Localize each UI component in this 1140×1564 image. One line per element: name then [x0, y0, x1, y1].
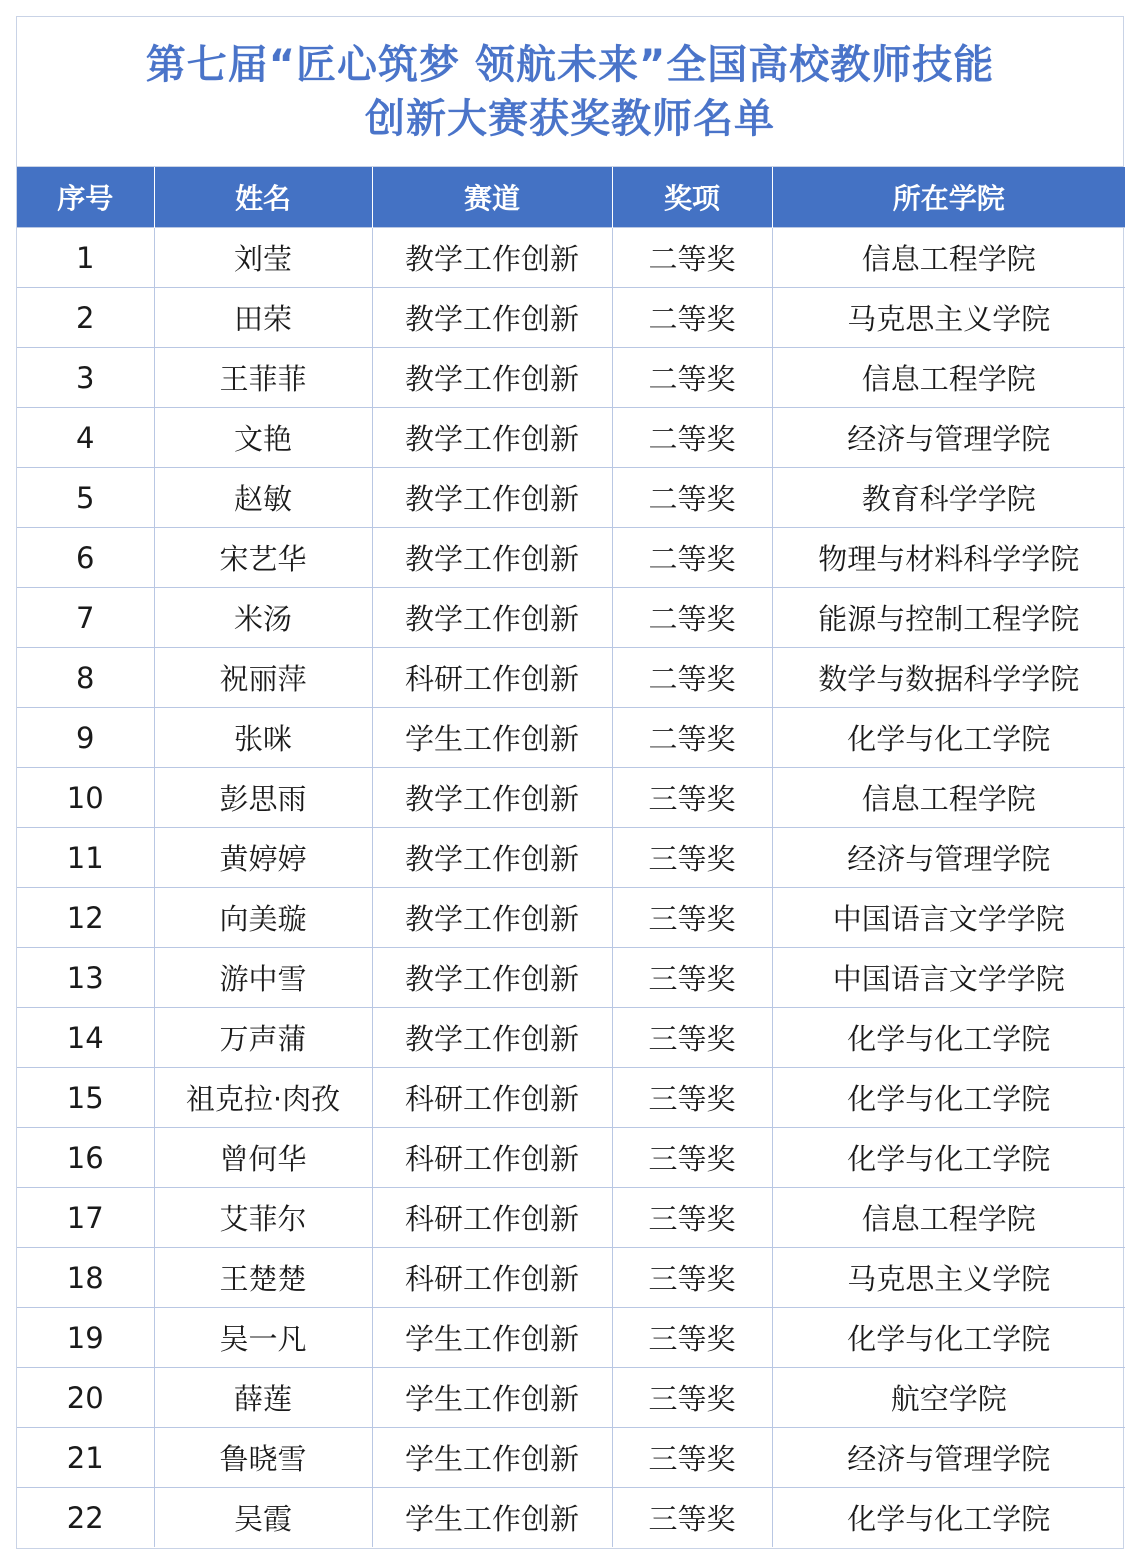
cell-award: 三等奖: [612, 1188, 772, 1248]
cell-index: 18: [17, 1248, 154, 1308]
cell-index: 21: [17, 1428, 154, 1488]
cell-track: 科研工作创新: [372, 1188, 612, 1248]
cell-award: 三等奖: [612, 828, 772, 888]
cell-index: 4: [17, 408, 154, 468]
cell-college: 中国语言文学学院: [772, 888, 1125, 948]
cell-name: 刘莹: [154, 228, 372, 288]
cell-index: 10: [17, 768, 154, 828]
cell-track: 教学工作创新: [372, 408, 612, 468]
table-row: [17, 348, 1125, 408]
cell-college: 经济与管理学院: [772, 1428, 1125, 1488]
table-row: [17, 1308, 1125, 1368]
table-row: [17, 888, 1125, 948]
cell-index: 20: [17, 1368, 154, 1428]
cell-index: 15: [17, 1068, 154, 1128]
cell-name: 田荣: [154, 288, 372, 348]
cell-index: 7: [17, 588, 154, 648]
cell-name: 吴一凡: [154, 1308, 372, 1368]
cell-award: 三等奖: [612, 1488, 772, 1548]
cell-college: 信息工程学院: [772, 228, 1125, 288]
cell-award: 三等奖: [612, 1008, 772, 1068]
cell-college: 化学与化工学院: [772, 1488, 1125, 1548]
cell-award: 二等奖: [612, 288, 772, 348]
cell-track: 教学工作创新: [372, 288, 612, 348]
cell-college: 马克思主义学院: [772, 288, 1125, 348]
cell-name: 张咪: [154, 708, 372, 768]
cell-award: 二等奖: [612, 648, 772, 708]
cell-name: 曾何华: [154, 1128, 372, 1188]
cell-award: 二等奖: [612, 348, 772, 408]
cell-track: 科研工作创新: [372, 648, 612, 708]
cell-award: 三等奖: [612, 1068, 772, 1128]
cell-name: 赵敏: [154, 468, 372, 528]
cell-index: 11: [17, 828, 154, 888]
cell-college: 航空学院: [772, 1368, 1125, 1428]
cell-award: 三等奖: [612, 1428, 772, 1488]
cell-track: 教学工作创新: [372, 948, 612, 1008]
table-row: [17, 648, 1125, 708]
cell-index: 9: [17, 708, 154, 768]
cell-college: 化学与化工学院: [772, 1068, 1125, 1128]
cell-name: 王菲菲: [154, 348, 372, 408]
table-body: [17, 228, 1125, 1548]
cell-name: 万声蒲: [154, 1008, 372, 1068]
cell-award: 二等奖: [612, 408, 772, 468]
cell-name: 薛莲: [154, 1368, 372, 1428]
cell-college: 化学与化工学院: [772, 708, 1125, 768]
cell-index: 6: [17, 528, 154, 588]
cell-college: 信息工程学院: [772, 348, 1125, 408]
cell-track: 学生工作创新: [372, 1428, 612, 1488]
cell-award: 三等奖: [612, 1368, 772, 1428]
title-block: [17, 17, 1123, 167]
column-header-name: 姓名: [154, 167, 372, 228]
cell-award: 二等奖: [612, 708, 772, 768]
cell-track: 教学工作创新: [372, 348, 612, 408]
cell-index: 19: [17, 1308, 154, 1368]
cell-college: 中国语言文学学院: [772, 948, 1125, 1008]
cell-track: 科研工作创新: [372, 1128, 612, 1188]
cell-name: 游中雪: [154, 948, 372, 1008]
table-row: [17, 1428, 1125, 1488]
table-row: [17, 1188, 1125, 1248]
cell-index: 3: [17, 348, 154, 408]
cell-index: 2: [17, 288, 154, 348]
cell-award: 三等奖: [612, 768, 772, 828]
table-row: [17, 948, 1125, 1008]
cell-track: 教学工作创新: [372, 828, 612, 888]
cell-college: 马克思主义学院: [772, 1248, 1125, 1308]
table-row: [17, 1008, 1125, 1068]
cell-award: 三等奖: [612, 1128, 772, 1188]
cell-award: 二等奖: [612, 228, 772, 288]
winners-table: [17, 167, 1125, 1547]
table-row: [17, 408, 1125, 468]
cell-name: 祖克拉·肉孜: [154, 1068, 372, 1128]
award-list-sheet: [16, 16, 1124, 1549]
cell-college: 信息工程学院: [772, 1188, 1125, 1248]
cell-award: 三等奖: [612, 948, 772, 1008]
cell-track: 科研工作创新: [372, 1248, 612, 1308]
cell-name: 祝丽萍: [154, 648, 372, 708]
cell-index: 22: [17, 1488, 154, 1548]
cell-name: 向美璇: [154, 888, 372, 948]
cell-college: 教育科学学院: [772, 468, 1125, 528]
cell-name: 艾菲尔: [154, 1188, 372, 1248]
table-row: [17, 1128, 1125, 1188]
cell-track: 教学工作创新: [372, 888, 612, 948]
cell-name: 米汤: [154, 588, 372, 648]
cell-index: 13: [17, 948, 154, 1008]
page-title-line-2: 创新大赛获奖教师名单: [365, 95, 775, 142]
cell-college: 经济与管理学院: [772, 408, 1125, 468]
cell-index: 8: [17, 648, 154, 708]
table-row: [17, 288, 1125, 348]
cell-name: 黄婷婷: [154, 828, 372, 888]
cell-track: 教学工作创新: [372, 1008, 612, 1068]
cell-award: 二等奖: [612, 528, 772, 588]
cell-name: 彭思雨: [154, 768, 372, 828]
table-row: [17, 768, 1125, 828]
cell-award: 三等奖: [612, 888, 772, 948]
column-header-college: 所在学院: [772, 167, 1125, 228]
cell-college: 能源与控制工程学院: [772, 588, 1125, 648]
cell-track: 学生工作创新: [372, 1488, 612, 1548]
table-row: [17, 468, 1125, 528]
cell-track: 教学工作创新: [372, 468, 612, 528]
cell-name: 宋艺华: [154, 528, 372, 588]
cell-index: 14: [17, 1008, 154, 1068]
table-row: [17, 708, 1125, 768]
cell-college: 信息工程学院: [772, 768, 1125, 828]
cell-track: 学生工作创新: [372, 1308, 612, 1368]
column-header-track: 赛道: [372, 167, 612, 228]
cell-name: 吴霞: [154, 1488, 372, 1548]
table-header-row: [17, 167, 1125, 228]
cell-track: 教学工作创新: [372, 528, 612, 588]
cell-college: 物理与材料科学学院: [772, 528, 1125, 588]
cell-college: 化学与化工学院: [772, 1308, 1125, 1368]
cell-track: 教学工作创新: [372, 768, 612, 828]
cell-name: 文艳: [154, 408, 372, 468]
cell-name: 王楚楚: [154, 1248, 372, 1308]
cell-college: 化学与化工学院: [772, 1008, 1125, 1068]
cell-award: 二等奖: [612, 468, 772, 528]
cell-index: 16: [17, 1128, 154, 1188]
cell-index: 1: [17, 228, 154, 288]
table-row: [17, 228, 1125, 288]
cell-track: 教学工作创新: [372, 228, 612, 288]
column-header-award: 奖项: [612, 167, 772, 228]
cell-college: 数学与数据科学学院: [772, 648, 1125, 708]
cell-index: 5: [17, 468, 154, 528]
cell-award: 三等奖: [612, 1308, 772, 1368]
cell-college: 经济与管理学院: [772, 828, 1125, 888]
table-row: [17, 588, 1125, 648]
table-row: [17, 1368, 1125, 1428]
table-row: [17, 1488, 1125, 1548]
cell-college: 化学与化工学院: [772, 1128, 1125, 1188]
table-row: [17, 1248, 1125, 1308]
page-title-line-1: 第七届“匠心筑梦 领航未来”全国高校教师技能: [145, 41, 995, 88]
cell-track: 科研工作创新: [372, 1068, 612, 1128]
column-header-index: 序号: [17, 167, 154, 228]
cell-index: 12: [17, 888, 154, 948]
cell-track: 教学工作创新: [372, 588, 612, 648]
cell-index: 17: [17, 1188, 154, 1248]
cell-name: 鲁晓雪: [154, 1428, 372, 1488]
cell-track: 学生工作创新: [372, 708, 612, 768]
table-row: [17, 528, 1125, 588]
table-row: [17, 828, 1125, 888]
cell-award: 二等奖: [612, 588, 772, 648]
cell-award: 三等奖: [612, 1248, 772, 1308]
cell-track: 学生工作创新: [372, 1368, 612, 1428]
table-row: [17, 1068, 1125, 1128]
